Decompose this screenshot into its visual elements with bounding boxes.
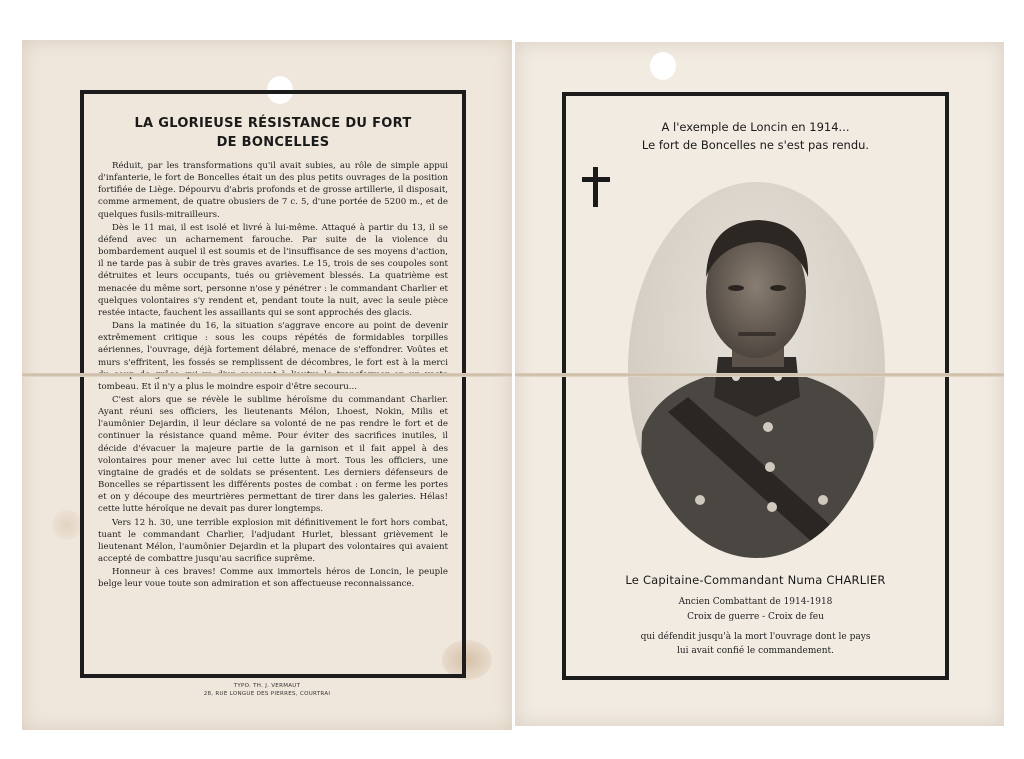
paragraph: Vers 12 h. 30, une terrible explosion mit définitivement le fort hors combat, tuant le commandant Charlier, l'adjudant Hurlet, blessant grièvement le lieutenant Mélon, l'aumônier Dejardin et la plupart des volontaires qui avaient accepté de combattre jusqu'au sacrifice suprême. [98, 517, 448, 564]
veteran-line: Ancien Combattant de 1914-1918 [678, 597, 833, 607]
honoree-name: Le Capitaine-Commandant Numa CHARLIER [625, 573, 886, 587]
punch-hole [650, 52, 676, 80]
printer-line-2: 28, RUE LONGUE DES PIERRES, COURTRAI [203, 691, 331, 697]
motto-line-1: A l'exemple de Loncin en 1914... [661, 120, 850, 134]
left-page [22, 40, 512, 730]
tribute-line-2: lui avait confié le commandement. [676, 646, 834, 656]
text-frame [80, 90, 466, 678]
fold-crease [22, 373, 512, 377]
portrait-figure [628, 182, 885, 558]
portrait-photo [628, 182, 885, 558]
decorations-line: Croix de guerre - Croix de feu [687, 612, 824, 622]
title-line-2: DE BONCELLES [216, 135, 330, 150]
title-line-1: LA GLORIEUSE RÉSISTANCE DU FORT [134, 116, 412, 131]
article-title [84, 114, 462, 152]
motto [566, 118, 945, 154]
motto-line-2: Le fort de Boncelles ne s'est pas rendu. [641, 138, 870, 152]
paragraph: C'est alors que se révèle le sublime héroïsme du commandant Charlier. Ayant réuni ses officiers, les lieutenants Mélon, Lhoest, Nokin, Milis et l'aumônier Dejardin, il leur déclare sa volonté de ne pas rendre le fort et de continuer la résistance quand même. Pour éviter des sacrifices inutiles, il décide d'évacuer la majeure partie de la garnison et il fait appel à des volontaires pour mener avec lui cette lutte à mort. Tous les officiers, une vingtaine de gradés et de soldats se présentent. Les derniers défenseurs de Boncelles se répartissent les différents postes de combat : on ferme les portes et on y découpe des meurtrières permettant de tirer dans les galeries. Hélas! cette lutte héroïque ne devait pas durer longtemps. [98, 394, 448, 515]
stain [52, 510, 82, 540]
right-page [515, 42, 1004, 726]
latin-cross-icon [582, 167, 610, 207]
paragraph: Honneur à ces braves! Comme aux immortels héros de Loncin, le peuple belge leur voue toute son admiration et son affectueuse reconnaissance. [98, 567, 448, 590]
printer-line-1: TYPO. TH. J. VERMAUT [233, 683, 301, 689]
memorial-frame [562, 92, 949, 680]
printer-imprint [22, 682, 512, 698]
fold-crease [515, 373, 1004, 377]
paragraph: Réduit, par les transformations qu'il avait subies, au rôle de simple appui d'infanterie, le fort de Boncelles était un des plus petits ouvrages de la position fortifiée de Liège. Dépourvu d'abris profonds et de grosse artillerie, il disposait, comme armement, de quatre obusiers de 7 c. 5, d'une portée de 5200 m., et de quelques fusils-mitrailleurs. [98, 161, 448, 220]
tribute-line-1: qui défendit jusqu'à la mort l'ouvrage dont le pays [640, 632, 871, 642]
paragraph: Dès le 11 mai, il est isolé et livré à lui-même. Attaqué à partir du 13, il se défend avec un acharnement farouche. Par suite de la violence du bombardement auquel il est soumis et de l'insuffisance de ses moyens d'action, il ne tarde pas à subir de très graves avaries. Le 15, trois de ses coupoles sont détruites et leurs occupants, tués ou grièvement blessés. La quatrième est menacée du même sort, personne n'ose y pénétrer : le commandant Charlier et quelques volontaires s'y rendent et, pendant toute la nuit, avec la seule pièce restée intacte, fauchent les assaillants qui se sont approchés des glacis. [98, 222, 448, 318]
paragraph: Dans la matinée du 16, la situation s'aggrave encore au point de devenir extrêmement critique : sous les coups répétés de formidables torpilles aériennes, l'ouvrage, déjà fortement délabré, menace de s'effondrer. Voûtes et murs s'effritent, les fossés se remplissent de décombres, le fort est à la merci tombeau. Et il n'y a plus le moindre espoir d'être secouru... [98, 321, 448, 392]
